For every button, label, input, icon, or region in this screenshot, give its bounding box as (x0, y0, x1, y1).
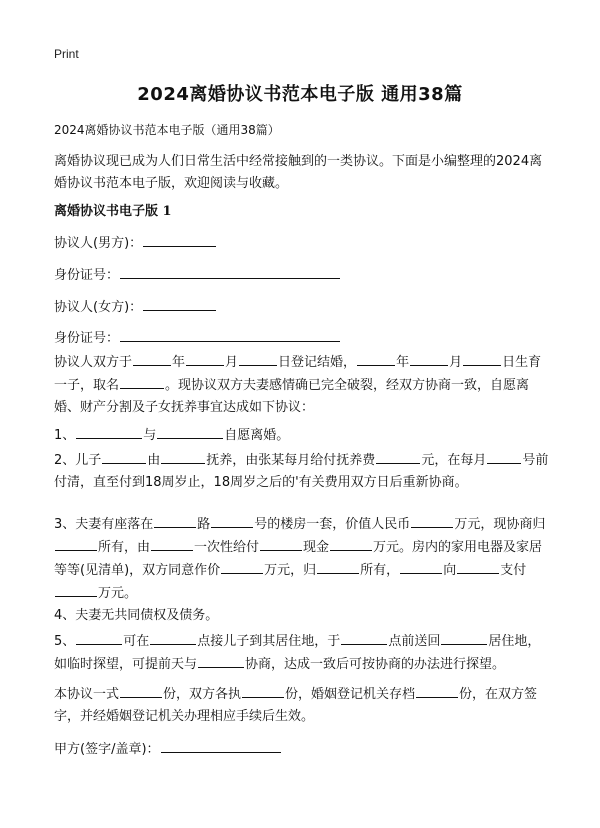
text-segment: 所有，由 (98, 540, 151, 555)
text-segment: 年 (172, 355, 186, 370)
blank (411, 513, 453, 528)
text-segment: 由 (147, 453, 161, 468)
blank (487, 449, 521, 464)
text-segment: 支付 (500, 563, 527, 578)
text-segment: 万元，现协商归 (454, 517, 546, 532)
blank (157, 424, 223, 439)
blank (150, 630, 196, 645)
text-segment: 份，双方各执 (163, 687, 242, 702)
id-number-blank-2 (120, 327, 340, 342)
blank (463, 351, 501, 366)
text-segment: 月 (225, 355, 239, 370)
text-segment: 号的楼房一套，价值人民币 (254, 517, 411, 532)
text-segment: 所有， (360, 563, 400, 578)
clause-1 (54, 424, 289, 443)
party-male-line (54, 232, 217, 251)
text-segment: 路 (197, 517, 211, 532)
page-title: 2024离婚协议书范本电子版 通用38篇 (137, 84, 463, 105)
text-segment: 日生育一子，取名 (54, 355, 542, 393)
text-segment: 点前送回 (388, 634, 441, 649)
blank (102, 449, 146, 464)
blank (341, 630, 387, 645)
blank (186, 351, 224, 366)
text-segment: 抚养，由张某每月给付抚养费 (206, 453, 376, 468)
clause-5 (54, 630, 550, 676)
blank (330, 536, 372, 551)
blank (120, 683, 162, 698)
blank (376, 449, 420, 464)
text-segment: 万元。 (98, 586, 138, 601)
id-number-line-2 (54, 327, 341, 346)
blank (161, 449, 205, 464)
blank (198, 653, 244, 668)
blank (410, 351, 448, 366)
blank (133, 351, 171, 366)
text-segment: 3、夫妻有座落在 (54, 517, 154, 532)
party-male-label: 协议人(男方)： (54, 236, 143, 251)
signature-line (54, 738, 282, 757)
text-segment: 与 (143, 428, 157, 443)
blank (154, 513, 196, 528)
blank (211, 513, 253, 528)
text-segment: 1、 (54, 428, 76, 443)
blank (221, 559, 263, 574)
clause-4: 4、夫妻无共同债权及债务。 (54, 608, 219, 623)
print-link[interactable]: Print (54, 47, 79, 61)
signature-blank (161, 738, 281, 753)
text-segment: 日登记结婚， (278, 355, 357, 370)
paragraph-marriage-info (54, 351, 550, 419)
id-number-line-1 (54, 264, 341, 283)
clause-3 (54, 513, 550, 605)
text-segment: 自愿离婚。 (224, 428, 290, 443)
final-paragraph (54, 683, 550, 728)
blank (416, 683, 458, 698)
text-segment: 协商，达成一致后可按协商的办法进行探望。 (245, 657, 506, 672)
blank (239, 351, 277, 366)
blank (441, 630, 487, 645)
blank (76, 630, 122, 645)
sign-label: 甲方(签字/盖章)： (54, 742, 160, 757)
party-female-label: 协议人(女方)： (54, 300, 143, 315)
text-segment: 协议人双方于 (54, 355, 133, 370)
id-label-1: 身份证号： (54, 268, 120, 283)
id-number-blank-1 (120, 264, 340, 279)
blank (151, 536, 193, 551)
text-segment: 份，婚姻登记机关存档 (285, 687, 416, 702)
text-segment: 。现协议双方夫妻感情确已完全破裂，经双方协商一致，自愿离婚、财产分割及子女抚养事宜达成如下协议： (54, 378, 530, 415)
party-female-blank (143, 296, 216, 311)
blank (457, 559, 499, 574)
blank (55, 582, 97, 597)
text-segment: 月 (449, 355, 463, 370)
intro-paragraph: 离婚协议现已成为人们日常生活中经常接触到的一类协议。下面是小编整理的2024离婚协议书范本电子版，欢迎阅读与收藏。 (54, 154, 543, 191)
text-segment: 本协议一式 (54, 687, 120, 702)
text-segment: 元，在每月 (421, 453, 487, 468)
text-segment: 可在 (123, 634, 150, 649)
blank (400, 559, 442, 574)
blank (76, 424, 142, 439)
text-segment: 万元。房内的家用电器及家居等等(见清单)，双方同意作价 (54, 540, 543, 578)
text-segment: 现金 (303, 540, 330, 555)
text-segment: 份，在双方签字，并经婚姻登记机关办理相应手续后生效。 (54, 687, 538, 724)
blank (120, 374, 164, 389)
text-segment: 年 (396, 355, 410, 370)
text-segment: 一次性给付 (194, 540, 260, 555)
blank (357, 351, 395, 366)
text-segment: 万元，归 (264, 563, 317, 578)
text-segment: 点接儿子到其居住地，于 (197, 634, 341, 649)
text-segment: 向 (443, 563, 457, 578)
blank (242, 683, 284, 698)
document-subtitle: 2024离婚协议书范本电子版（通用38篇） (54, 123, 280, 137)
blank (260, 536, 302, 551)
blank (55, 536, 97, 551)
party-female-line (54, 296, 217, 315)
id-label-2: 身份证号： (54, 331, 120, 346)
text-segment: 5、 (54, 634, 76, 649)
blank (317, 559, 359, 574)
section-heading: 离婚协议书电子版 1 (54, 204, 172, 219)
text-segment: 2、儿子 (54, 453, 102, 468)
text-segment: 居住地，如临时探望，可提前天与 (54, 634, 541, 672)
text-segment: 号前付清，直至付到18周岁止，18周岁之后的'有关费用双方日后重新协商。 (54, 453, 549, 490)
clause-2 (54, 449, 550, 494)
party-male-blank (143, 232, 216, 247)
